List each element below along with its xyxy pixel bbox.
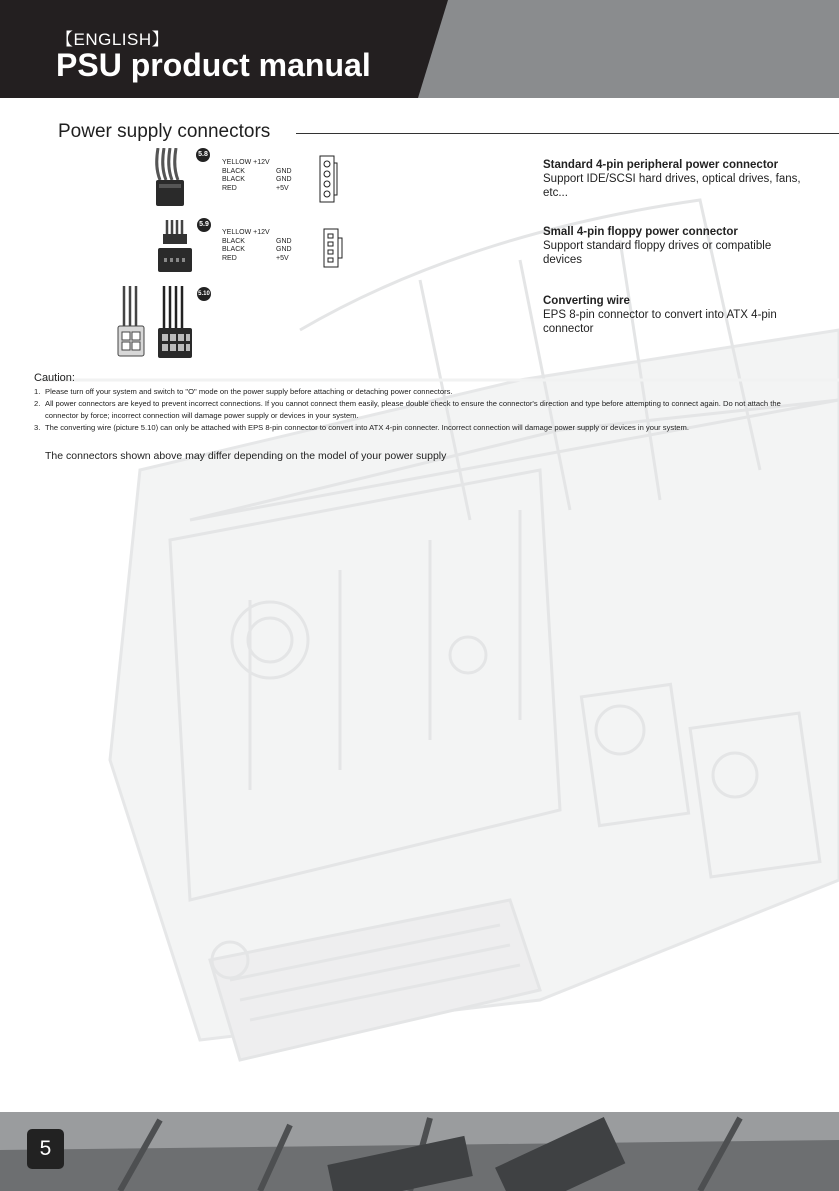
floppy-connector-photo — [155, 220, 195, 274]
section-divider — [296, 133, 839, 134]
figure-badge-5-10: 5.10 — [197, 287, 211, 301]
signal: GND — [276, 246, 292, 253]
connector-description — [543, 225, 813, 267]
connector-heading: Standard 4-pin peripheral power connector — [543, 159, 779, 171]
connector-text: Support standard floppy drives or compatible devices — [543, 240, 772, 266]
connector-text: EPS 8-pin connector to convert into ATX 4-pin connector — [543, 309, 777, 335]
item-text: The converting wire (picture 5.10) can only be attached with EPS 8-pin connector to convert into ATX 4-pin connecter. Incorrect connection will damage power supply or devices in your system. — [45, 423, 689, 432]
signal: +5V — [276, 184, 289, 192]
item-number: 2. — [34, 399, 41, 408]
item-text: Please turn off your system and switch to "O" mode on the power supply before attaching or detaching power connectors. — [45, 387, 453, 396]
pin-row — [222, 168, 292, 177]
wire-color: BLACK — [222, 246, 245, 253]
wire-color: RED — [222, 184, 237, 192]
page-title: PSU product manual — [56, 47, 371, 83]
signal: GND — [276, 167, 292, 175]
signal: +12V — [253, 229, 270, 236]
page-number: 5 — [27, 1129, 64, 1169]
caution-item — [34, 422, 804, 434]
pin-table-floppy — [222, 229, 292, 263]
signal: GND — [276, 237, 292, 245]
figure-badge-5-8: 5.8 — [196, 148, 210, 162]
signal: +12V — [253, 159, 270, 166]
pin-table-peripheral — [222, 159, 292, 193]
connector-description — [543, 294, 813, 336]
connector-heading: Small 4-pin floppy power connector — [543, 226, 738, 238]
connector-text: Support IDE/SCSI hard drives, optical drives, fans, etc... — [543, 173, 801, 199]
pin-row — [222, 255, 292, 264]
pin-row — [222, 185, 292, 194]
caution-heading: Caution: — [34, 372, 75, 384]
pin-row — [222, 176, 292, 185]
item-number: 1. — [34, 387, 41, 396]
pin-row — [222, 238, 292, 247]
converting-wire-photo — [112, 286, 200, 366]
wire-color: RED — [222, 254, 237, 262]
connector-heading: Converting wire — [543, 295, 630, 307]
item-number: 3. — [34, 423, 41, 432]
wire-color: YELLOW — [222, 159, 252, 166]
caution-item — [34, 398, 804, 422]
wire-color: BLACK — [222, 167, 245, 175]
signal: +5V — [276, 254, 289, 262]
floppy-connector-diagram — [322, 228, 344, 268]
pin-row — [222, 159, 292, 168]
section-title: Power supply connectors — [58, 121, 271, 142]
figure-badge-5-9: 5.9 — [197, 218, 211, 232]
wire-color: BLACK — [222, 237, 245, 245]
peripheral-connector-diagram — [318, 155, 338, 203]
peripheral-connector-photo — [150, 148, 196, 210]
wire-color: YELLOW — [222, 229, 252, 236]
caution-item — [34, 386, 804, 398]
pin-row — [222, 246, 292, 255]
connector-description — [543, 158, 813, 200]
pin-row — [222, 229, 292, 238]
wire-color: BLACK — [222, 176, 245, 183]
model-note: The connectors shown above may differ depending on the model of your power supply — [45, 450, 447, 462]
caution-block — [34, 372, 804, 434]
item-text: All power connectors are keyed to prevent incorrect connections. If you cannot connect them easily, please double check to ensure the connector's direction and type before attempting to connect again. Do not attach the connector by force; incorrect connection will damage power supply or devices in your system. — [45, 399, 781, 420]
signal: GND — [276, 176, 292, 183]
language-label: 【ENGLISH】 — [56, 30, 170, 49]
